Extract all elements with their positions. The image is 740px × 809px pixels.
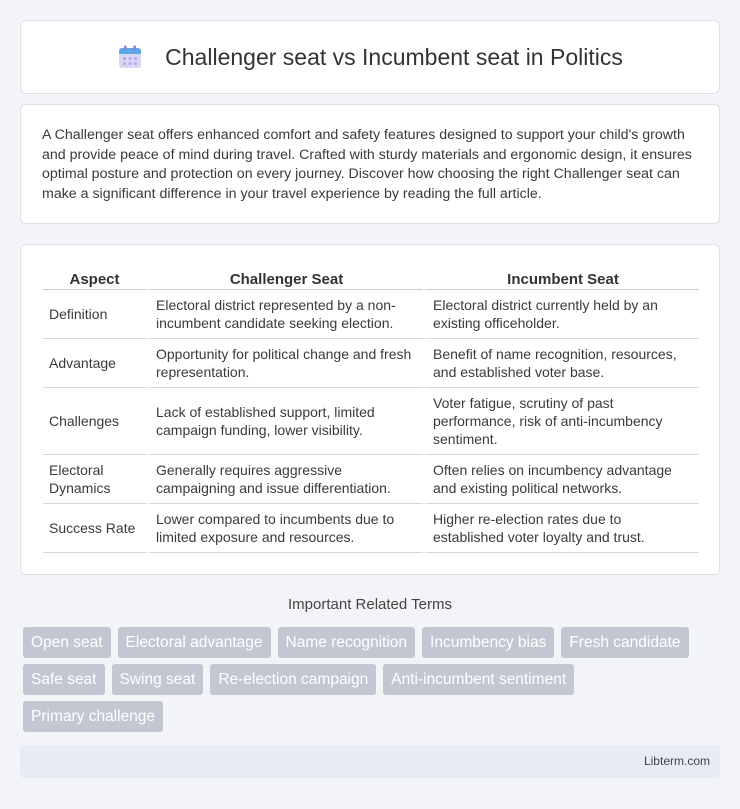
tag-anti-incumbent-sentiment[interactable]: Anti-incumbent sentiment — [383, 664, 574, 695]
row-aspect: Advantage — [43, 339, 146, 388]
row-challenger: Opportunity for political change and fresh representation. — [146, 339, 423, 388]
row-aspect: Challenges — [43, 388, 146, 455]
row-challenger: Lower compared to incumbents due to limited exposure and resources. — [146, 504, 423, 553]
row-incumbent: Higher re-election rates due to established voter loyalty and trust. — [423, 504, 699, 553]
table-row — [43, 455, 699, 504]
row-aspect: Success Rate — [43, 504, 146, 553]
header-incumbent: Incumbent Seat — [423, 266, 699, 290]
tag-electoral-advantage[interactable]: Electoral advantage — [118, 627, 271, 658]
tag-fresh-candidate[interactable]: Fresh candidate — [561, 627, 688, 658]
title-card — [20, 20, 720, 94]
comparison-card — [20, 244, 720, 575]
intro-text: A Challenger seat offers enhanced comfort and safety features designed to support your child's growth and provide peace of mind during travel. Crafted with sturdy materials and ergonomic design, it ensures optimal posture and protection on every journey. Discover how choosing the right Challenger seat can make a significant difference in your travel experience by reading the full article. — [42, 127, 692, 202]
comparison-table — [43, 266, 699, 553]
tag-open-seat[interactable]: Open seat — [23, 627, 111, 658]
calendar-icon — [117, 44, 143, 70]
table-row — [43, 339, 699, 388]
table-header-row — [43, 266, 699, 290]
tag-primary-challenge[interactable]: Primary challenge — [23, 701, 163, 732]
table-row — [43, 504, 699, 553]
row-incumbent: Often relies on incumbency advantage and existing political networks. — [423, 455, 699, 504]
intro-card — [20, 104, 720, 224]
header-challenger: Challenger Seat — [146, 266, 423, 290]
table-row — [43, 290, 699, 339]
row-incumbent: Voter fatigue, scrutiny of past performance, risk of anti-incumbency sentiment. — [423, 388, 699, 455]
row-challenger: Generally requires aggressive campaigning and issue differentiation. — [146, 455, 423, 504]
row-incumbent: Benefit of name recognition, resources, and established voter base. — [423, 339, 699, 388]
row-aspect: Definition — [43, 290, 146, 339]
footer — [20, 745, 720, 778]
row-aspect: Electoral Dynamics — [43, 455, 146, 504]
row-incumbent: Electoral district currently held by an existing officeholder. — [423, 290, 699, 339]
tag-incumbency-bias[interactable]: Incumbency bias — [422, 627, 554, 658]
related-terms-title: Important Related Terms — [288, 596, 452, 613]
footer-brand-link[interactable]: Libterm.com — [643, 754, 710, 768]
row-challenger: Lack of established support, limited campaign funding, lower visibility. — [146, 388, 423, 455]
tag-swing-seat[interactable]: Swing seat — [112, 664, 204, 695]
related-terms-list — [23, 627, 723, 738]
tag-name-recognition[interactable]: Name recognition — [278, 627, 415, 658]
table-row — [43, 388, 699, 455]
tag-safe-seat[interactable]: Safe seat — [23, 664, 105, 695]
row-challenger: Electoral district represented by a non-incumbent candidate seeking election. — [146, 290, 423, 339]
page-title: Challenger seat vs Incumbent seat in Politics — [165, 43, 623, 70]
tag-re-election-campaign[interactable]: Re-election campaign — [210, 664, 376, 695]
header-aspect: Aspect — [43, 266, 146, 290]
